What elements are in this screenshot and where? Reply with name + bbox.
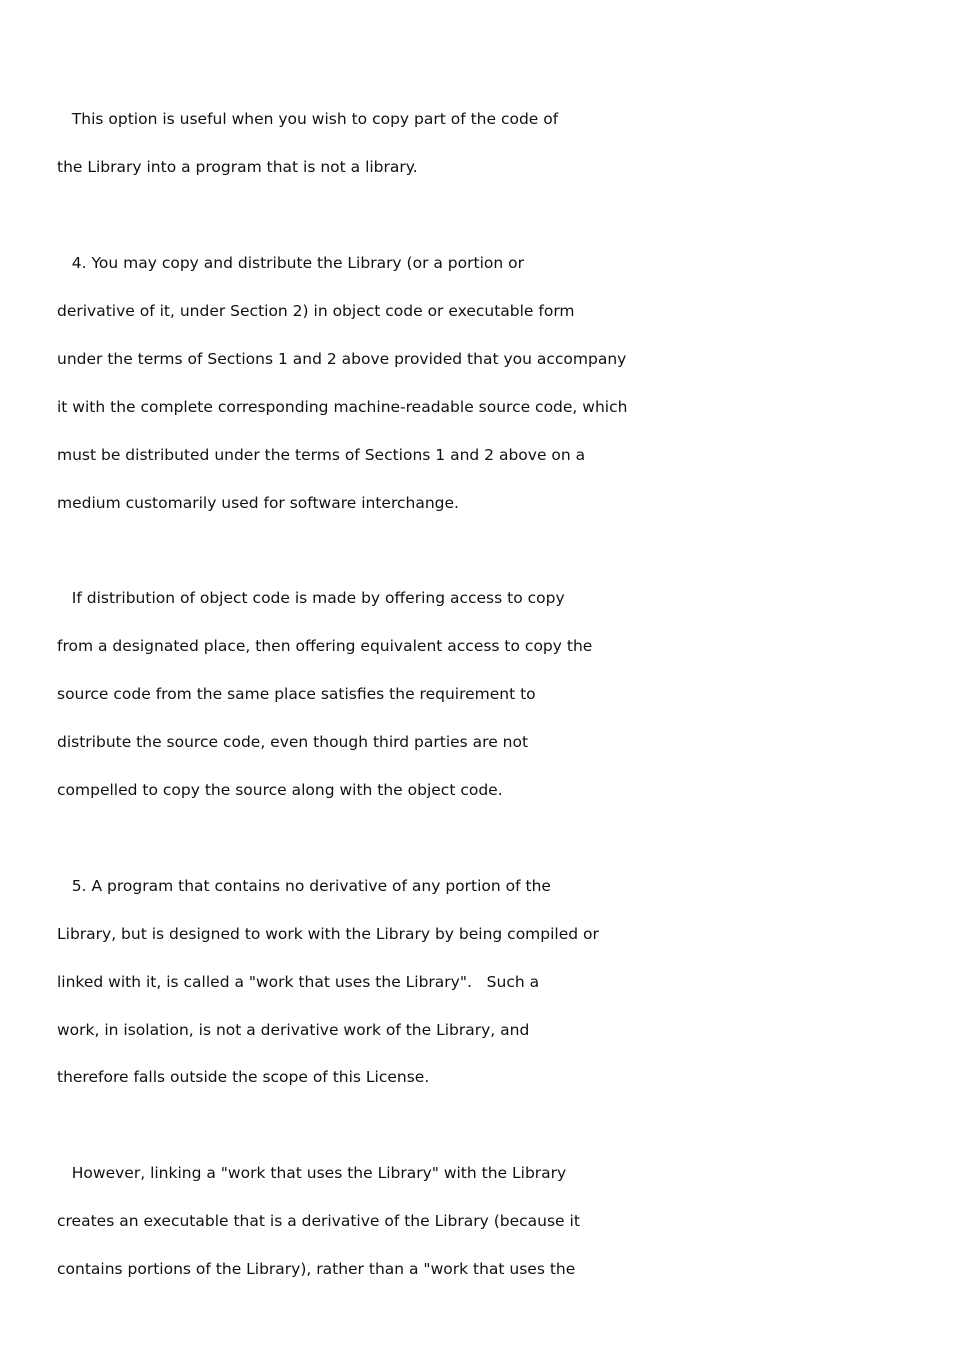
text-line: compelled to copy the source along with the object code. [57,781,503,799]
text-line: creates an executable that is a derivative of the Library (because it [57,1212,580,1230]
text-line: the Library into a program that is not a library. [57,158,418,176]
text-line: therefore falls outside the scope of this License. [57,1068,430,1086]
text-line: work, in isolation, is not a derivative work of the Library, and [57,1021,530,1039]
text-line: If distribution of object code is made by offering access to copy [57,589,565,607]
text-line: from a designated place, then offering equivalent access to copy the [57,637,593,655]
text-line: derivative of it, under Section 2) in object code or executable form [57,302,575,320]
text-line: 4. You may copy and distribute the Library (or a portion or [57,254,524,272]
text-line: This option is useful when you wish to copy part of the code of [57,110,559,128]
text-line: it with the complete corresponding machine-readable source code, which [57,398,628,416]
text-line: However, linking a "work that uses the Library" with the Library [57,1164,567,1182]
text-line: under the terms of Sections 1 and 2 above provided that you accompany [57,350,627,368]
text-line: distribute the source code, even though third parties are not [57,733,529,751]
text-line: 5. A program that contains no derivative of any portion of the [57,877,551,895]
text-line: Library, but is designed to work with the Library by being compiled or [57,925,599,943]
text-line: medium customarily used for software interchange. [57,494,459,512]
text-line: linked with it, is called a "work that uses the Library". Such a [57,973,540,991]
text-line: must be distributed under the terms of Sections 1 and 2 above on a [57,446,586,464]
text-line: contains portions of the Library), rather than a "work that uses the [57,1260,576,1278]
text-line: source code from the same place satisfies the requirement to [57,685,536,703]
